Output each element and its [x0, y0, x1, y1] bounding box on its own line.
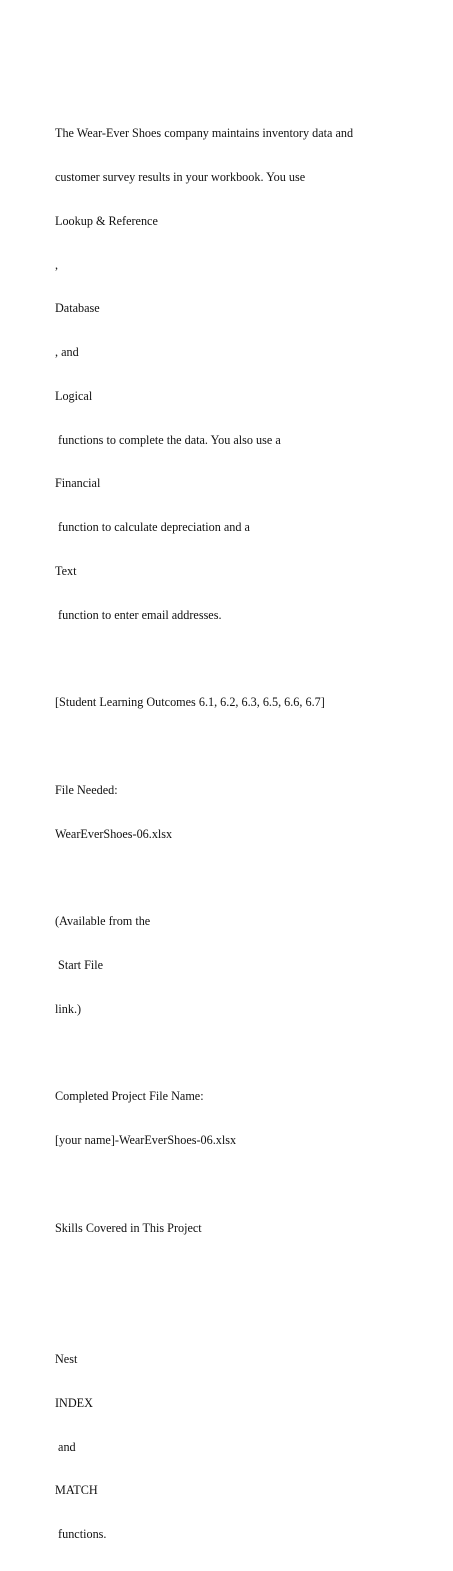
match-function-name: MATCH [55, 1483, 98, 1498]
nest-word: Nest [55, 1352, 78, 1367]
intro-line-1: The Wear-Ever Shoes company maintains inventory data and [55, 126, 354, 141]
and-word: and [55, 1439, 76, 1454]
blank-line [55, 1177, 440, 1192]
blank-line [55, 1265, 440, 1280]
database-term: Database [55, 301, 100, 316]
comma-fragment: , [55, 257, 59, 272]
logical-term: Logical [55, 388, 93, 403]
depreciation-line: function to calculate depreciation and a [55, 520, 250, 535]
link-text: link.) [55, 1001, 82, 1016]
blank-line [55, 870, 440, 885]
blank-line [55, 652, 440, 667]
learning-outcomes: [Student Learning Outcomes 6.1, 6.2, 6.3, 6.5, 6.6, 6.7] [55, 695, 325, 710]
and-fragment: , and [55, 345, 79, 360]
financial-term: Financial [55, 476, 101, 491]
functions-word: functions. [55, 1527, 107, 1542]
blank-line [55, 1046, 440, 1061]
file-needed-label: File Needed: [55, 782, 118, 797]
document-text [55, 97, 440, 1571]
available-line: (Available from the [55, 914, 151, 929]
index-function-name: INDEX [55, 1395, 93, 1410]
start-file-text: Start File [55, 958, 104, 973]
text-term: Text [55, 564, 77, 578]
skills-covered-heading: Skills Covered in This Project [55, 1220, 202, 1235]
blank-line [55, 1308, 440, 1323]
functions-complete-line: functions to complete the data. You also use a [55, 432, 281, 447]
file-needed-name: WearEverShoes-06.xlsx [55, 826, 173, 841]
lookup-reference-term: Lookup & Reference [55, 213, 158, 228]
completed-file-label: Completed Project File Name: [55, 1089, 204, 1104]
completed-file-name: [your name]-WearEverShoes-06.xlsx [55, 1133, 237, 1148]
blank-line [55, 739, 440, 754]
intro-line-2: customer survey results in your workbook. You use [55, 169, 306, 184]
email-line: function to enter email addresses. [55, 607, 222, 622]
